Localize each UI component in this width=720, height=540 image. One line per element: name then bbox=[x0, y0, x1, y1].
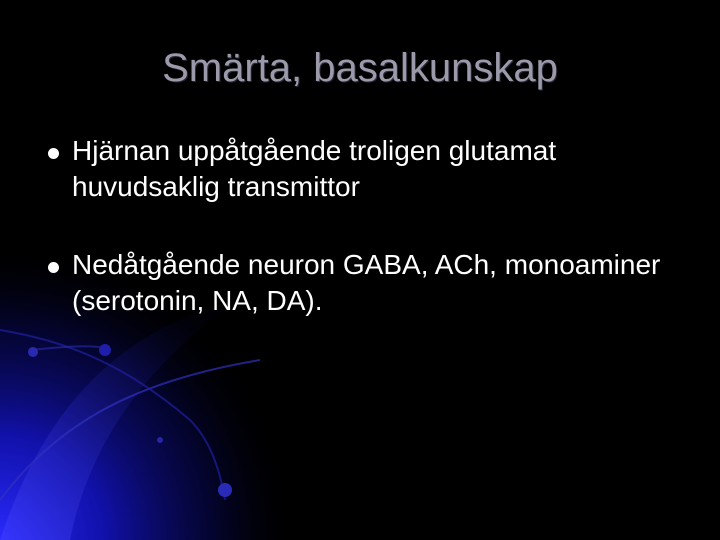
bullet-item bbox=[48, 247, 668, 319]
bullet-text: Nedåtgående neuron GABA, ACh, monoaminer (serotonin, NA, DA). bbox=[72, 249, 661, 316]
bullet-list bbox=[48, 133, 668, 361]
bullet-item bbox=[48, 133, 668, 205]
bullet-dot-icon bbox=[48, 262, 59, 273]
slide-title: Smärta, basalkunskap bbox=[162, 46, 558, 90]
bullet-text: Hjärnan uppåtgående troligen glutamat huvudsaklig transmittor bbox=[72, 135, 557, 202]
bullet-dot-icon bbox=[48, 148, 59, 159]
